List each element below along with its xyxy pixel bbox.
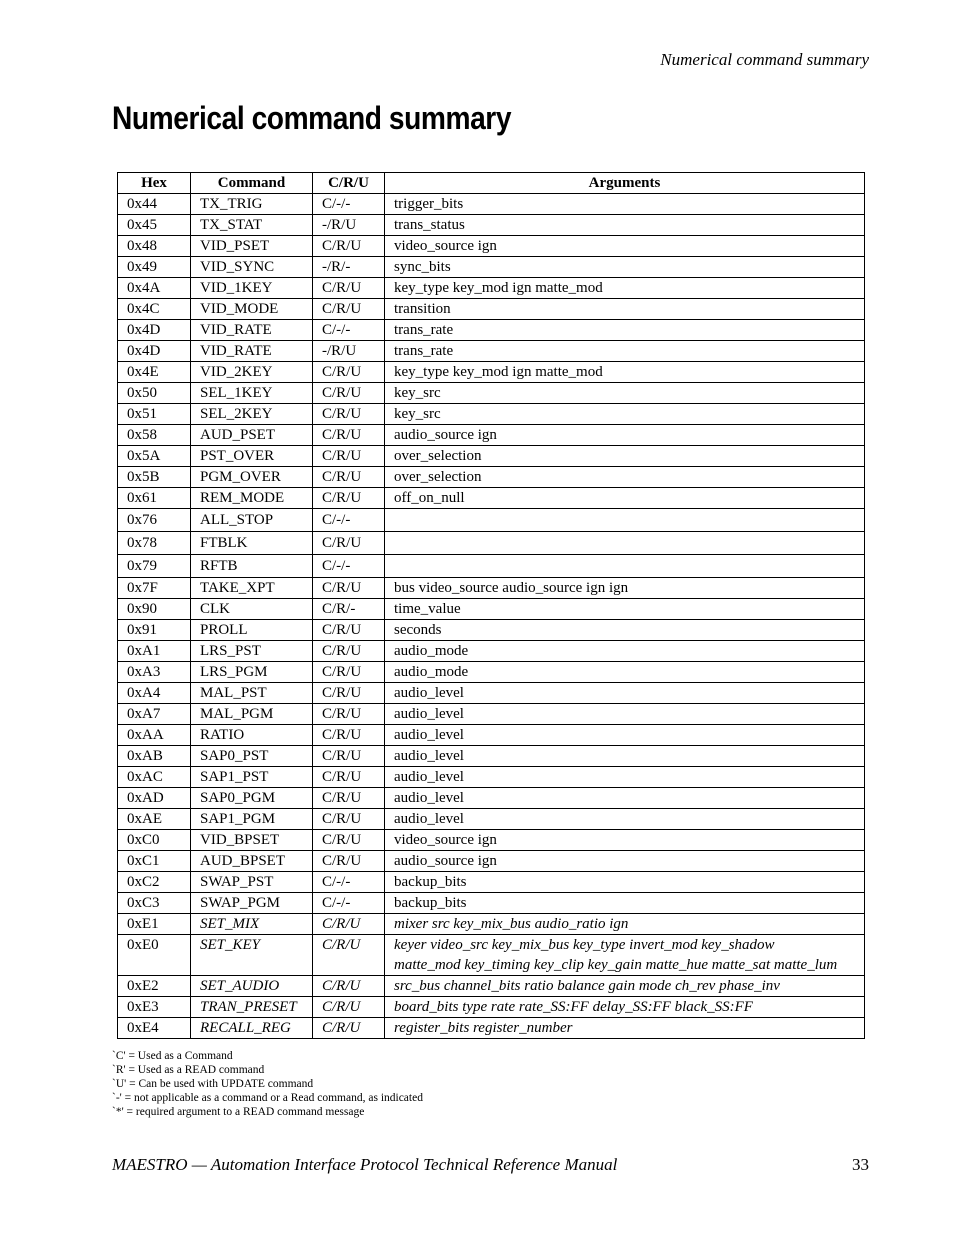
cell-arguments: src_bus channel_bits ratio balance gain mode ch_rev phase_inv	[385, 976, 865, 997]
cell-cru: C/R/U	[313, 404, 385, 425]
cell-arguments: over_selection	[385, 467, 865, 488]
header-hex: Hex	[118, 173, 191, 194]
cell-hex: 0x50	[118, 383, 191, 404]
cell-command: SET_KEY	[191, 935, 313, 976]
cell-hex: 0x76	[118, 509, 191, 532]
cell-hex: 0xA1	[118, 641, 191, 662]
cell-cru: C/R/U	[313, 746, 385, 767]
table-row	[118, 662, 865, 683]
cell-arguments	[385, 555, 865, 578]
cell-cru: C/R/U	[313, 725, 385, 746]
cell-arguments: register_bits register_number	[385, 1018, 865, 1039]
cell-command: VID_BPSET	[191, 830, 313, 851]
cell-hex: 0x4E	[118, 362, 191, 383]
cell-command: SET_MIX	[191, 914, 313, 935]
table-row	[118, 257, 865, 278]
cell-command: MAL_PST	[191, 683, 313, 704]
cell-command: PROLL	[191, 620, 313, 641]
table-row	[118, 997, 865, 1018]
table-row	[118, 509, 865, 532]
cell-hex: 0x91	[118, 620, 191, 641]
table-row	[118, 976, 865, 997]
cell-command: AUD_PSET	[191, 425, 313, 446]
legend	[112, 1049, 423, 1119]
legend-item: `U' = Can be used with UPDATE command	[112, 1078, 314, 1090]
cell-command: REM_MODE	[191, 488, 313, 509]
table-row	[118, 532, 865, 555]
cell-hex: 0xAB	[118, 746, 191, 767]
table-row	[118, 893, 865, 914]
cell-cru: C/R/U	[313, 935, 385, 976]
cell-cru: C/R/U	[313, 425, 385, 446]
table-row	[118, 555, 865, 578]
cell-arguments: keyer video_src key_mix_bus key_type invert_mod key_shadow matte_mod key_timing key_clip key_gain matte_hue matte_sat matte_lum	[385, 935, 865, 976]
cell-cru: C/R/U	[313, 236, 385, 257]
cell-hex: 0xE2	[118, 976, 191, 997]
cell-command: LRS_PGM	[191, 662, 313, 683]
cell-hex: 0xA3	[118, 662, 191, 683]
table-row	[118, 1018, 865, 1039]
cell-arguments: backup_bits	[385, 893, 865, 914]
cell-command: TX_STAT	[191, 215, 313, 236]
cell-arguments: audio_level	[385, 809, 865, 830]
cell-hex: 0x4D	[118, 341, 191, 362]
cell-arguments: audio_level	[385, 767, 865, 788]
cell-arguments: board_bits type rate rate_SS:FF delay_SS:FF black_SS:FF	[385, 997, 865, 1018]
cell-command: VID_MODE	[191, 299, 313, 320]
cell-cru: C/R/U	[313, 683, 385, 704]
cell-arguments: trans_rate	[385, 341, 865, 362]
cell-cru: C/R/U	[313, 788, 385, 809]
cell-cru: C/R/U	[313, 997, 385, 1018]
table-row	[118, 404, 865, 425]
page-title: Numerical command summary	[112, 100, 512, 136]
cell-command: SEL_2KEY	[191, 404, 313, 425]
cell-hex: 0x4D	[118, 320, 191, 341]
cell-cru: C/R/U	[313, 278, 385, 299]
cell-command: CLK	[191, 599, 313, 620]
cell-hex: 0xAC	[118, 767, 191, 788]
cell-arguments: trigger_bits	[385, 194, 865, 215]
table-row	[118, 320, 865, 341]
cell-cru: C/R/U	[313, 467, 385, 488]
cell-command: SAP0_PST	[191, 746, 313, 767]
cell-cru: C/R/U	[313, 641, 385, 662]
table-row	[118, 299, 865, 320]
cell-hex: 0x5B	[118, 467, 191, 488]
table-row	[118, 215, 865, 236]
cell-hex: 0xC3	[118, 893, 191, 914]
cell-hex: 0xC0	[118, 830, 191, 851]
cell-cru: C/-/-	[313, 509, 385, 532]
cell-hex: 0x4A	[118, 278, 191, 299]
cell-cru: C/R/U	[313, 767, 385, 788]
table-row	[118, 872, 865, 893]
table-row	[118, 851, 865, 872]
cell-arguments: backup_bits	[385, 872, 865, 893]
cell-cru: C/R/U	[313, 830, 385, 851]
cell-cru: C/-/-	[313, 555, 385, 578]
cell-cru: C/R/-	[313, 599, 385, 620]
cell-cru: C/R/U	[313, 1018, 385, 1039]
cell-hex: 0xC2	[118, 872, 191, 893]
cell-arguments: audio_level	[385, 746, 865, 767]
cell-hex: 0xA7	[118, 704, 191, 725]
cell-hex: 0x79	[118, 555, 191, 578]
cell-command: PST_OVER	[191, 446, 313, 467]
cell-hex: 0xE0	[118, 935, 191, 976]
cell-arguments: key_type key_mod ign matte_mod	[385, 278, 865, 299]
header-cru: C/R/U	[313, 173, 385, 194]
cell-arguments: audio_source ign	[385, 425, 865, 446]
cell-hex: 0x44	[118, 194, 191, 215]
cell-cru: C/R/U	[313, 299, 385, 320]
table-row	[118, 788, 865, 809]
cell-cru: C/R/U	[313, 914, 385, 935]
cell-command: TRAN_PRESET	[191, 997, 313, 1018]
cell-command: LRS_PST	[191, 641, 313, 662]
cell-hex: 0x48	[118, 236, 191, 257]
cell-arguments: trans_rate	[385, 320, 865, 341]
table-row	[118, 362, 865, 383]
cell-arguments: video_source ign	[385, 830, 865, 851]
cell-cru: C/R/U	[313, 362, 385, 383]
table-row	[118, 599, 865, 620]
legend-item: `-' = not applicable as a command or a Read command, as indicated	[112, 1092, 423, 1104]
table-header-row	[118, 173, 865, 194]
cell-arguments: seconds	[385, 620, 865, 641]
table-row	[118, 914, 865, 935]
cell-cru: C/-/-	[313, 320, 385, 341]
cell-arguments: key_src	[385, 383, 865, 404]
cell-arguments: mixer src key_mix_bus audio_ratio ign	[385, 914, 865, 935]
cell-command: SWAP_PGM	[191, 893, 313, 914]
cell-arguments: video_source ign	[385, 236, 865, 257]
cell-hex: 0x49	[118, 257, 191, 278]
table-row	[118, 425, 865, 446]
cell-cru: -/R/U	[313, 341, 385, 362]
cell-arguments: time_value	[385, 599, 865, 620]
cell-hex: 0xE4	[118, 1018, 191, 1039]
cell-command: TX_TRIG	[191, 194, 313, 215]
cell-command: VID_1KEY	[191, 278, 313, 299]
cell-arguments: audio_level	[385, 788, 865, 809]
cell-cru: C/-/-	[313, 893, 385, 914]
cell-arguments: audio_source ign	[385, 851, 865, 872]
cell-hex: 0x4C	[118, 299, 191, 320]
table-row	[118, 488, 865, 509]
cell-command: SEL_1KEY	[191, 383, 313, 404]
cell-command: VID_SYNC	[191, 257, 313, 278]
cell-cru: C/R/U	[313, 976, 385, 997]
command-table-body	[118, 194, 865, 1039]
page-number: 33	[852, 1155, 869, 1174]
table-row	[118, 446, 865, 467]
cell-arguments: audio_level	[385, 725, 865, 746]
cell-arguments: audio_mode	[385, 641, 865, 662]
cell-cru: C/R/U	[313, 620, 385, 641]
cell-command: VID_RATE	[191, 320, 313, 341]
cell-hex: 0x45	[118, 215, 191, 236]
cell-command: SAP0_PGM	[191, 788, 313, 809]
cell-cru: C/R/U	[313, 809, 385, 830]
cell-cru: C/R/U	[313, 532, 385, 555]
cell-cru: C/-/-	[313, 872, 385, 893]
cell-arguments: trans_status	[385, 215, 865, 236]
cell-command: SAP1_PST	[191, 767, 313, 788]
table-row	[118, 383, 865, 404]
cell-command: TAKE_XPT	[191, 578, 313, 599]
cell-command: SAP1_PGM	[191, 809, 313, 830]
cell-command: PGM_OVER	[191, 467, 313, 488]
cell-arguments	[385, 509, 865, 532]
cell-cru: -/R/U	[313, 215, 385, 236]
table-row	[118, 725, 865, 746]
cell-cru: C/R/U	[313, 446, 385, 467]
cell-cru: C/R/U	[313, 488, 385, 509]
header-arguments: Arguments	[385, 173, 865, 194]
cell-cru: -/R/-	[313, 257, 385, 278]
table-row	[118, 830, 865, 851]
cell-command: RATIO	[191, 725, 313, 746]
cell-hex: 0xAD	[118, 788, 191, 809]
cell-hex: 0x78	[118, 532, 191, 555]
legend-item: `C' = Used as a Command	[112, 1050, 233, 1062]
cell-command: ALL_STOP	[191, 509, 313, 532]
table-row	[118, 704, 865, 725]
cell-arguments: off_on_null	[385, 488, 865, 509]
cell-arguments: audio_level	[385, 704, 865, 725]
table-row	[118, 467, 865, 488]
table-row	[118, 236, 865, 257]
cell-command: RFTB	[191, 555, 313, 578]
table-row	[118, 578, 865, 599]
cell-arguments: audio_level	[385, 683, 865, 704]
cell-cru: C/-/-	[313, 194, 385, 215]
cell-hex: 0xE1	[118, 914, 191, 935]
legend-item: `*' = required argument to a READ command message	[112, 1106, 365, 1118]
cell-hex: 0x5A	[118, 446, 191, 467]
legend-item: `R' = Used as a READ command	[112, 1064, 265, 1076]
cell-arguments: over_selection	[385, 446, 865, 467]
cell-arguments: audio_mode	[385, 662, 865, 683]
cell-hex: 0x90	[118, 599, 191, 620]
header-command: Command	[191, 173, 313, 194]
command-table	[117, 172, 865, 1039]
table-row	[118, 767, 865, 788]
cell-arguments: transition	[385, 299, 865, 320]
cell-hex: 0x61	[118, 488, 191, 509]
cell-arguments: key_src	[385, 404, 865, 425]
cell-hex: 0xA4	[118, 683, 191, 704]
cell-command: AUD_BPSET	[191, 851, 313, 872]
footer-title: MAESTRO — Automation Interface Protocol Technical Reference Manual	[112, 1155, 618, 1174]
table-row	[118, 641, 865, 662]
cell-hex: 0x7F	[118, 578, 191, 599]
cell-hex: 0x58	[118, 425, 191, 446]
page-footer	[112, 1155, 869, 1175]
cell-command: MAL_PGM	[191, 704, 313, 725]
cell-arguments	[385, 532, 865, 555]
table-row	[118, 620, 865, 641]
cell-cru: C/R/U	[313, 662, 385, 683]
table-row	[118, 809, 865, 830]
table-row	[118, 194, 865, 215]
cell-hex: 0xAE	[118, 809, 191, 830]
cell-cru: C/R/U	[313, 578, 385, 599]
cell-arguments: key_type key_mod ign matte_mod	[385, 362, 865, 383]
cell-arguments: sync_bits	[385, 257, 865, 278]
table-row	[118, 341, 865, 362]
cell-command: SWAP_PST	[191, 872, 313, 893]
cell-hex: 0xE3	[118, 997, 191, 1018]
cell-cru: C/R/U	[313, 704, 385, 725]
cell-command: VID_RATE	[191, 341, 313, 362]
cell-command: SET_AUDIO	[191, 976, 313, 997]
table-row	[118, 278, 865, 299]
cell-command: FTBLK	[191, 532, 313, 555]
cell-arguments: bus video_source audio_source ign ign	[385, 578, 865, 599]
table-row	[118, 746, 865, 767]
table-row	[118, 683, 865, 704]
cell-cru: C/R/U	[313, 851, 385, 872]
cell-hex: 0xC1	[118, 851, 191, 872]
running-head: Numerical command summary	[660, 50, 869, 69]
cell-hex: 0x51	[118, 404, 191, 425]
table-row	[118, 935, 865, 976]
cell-command: RECALL_REG	[191, 1018, 313, 1039]
cell-command: VID_2KEY	[191, 362, 313, 383]
cell-hex: 0xAA	[118, 725, 191, 746]
cell-cru: C/R/U	[313, 383, 385, 404]
cell-command: VID_PSET	[191, 236, 313, 257]
